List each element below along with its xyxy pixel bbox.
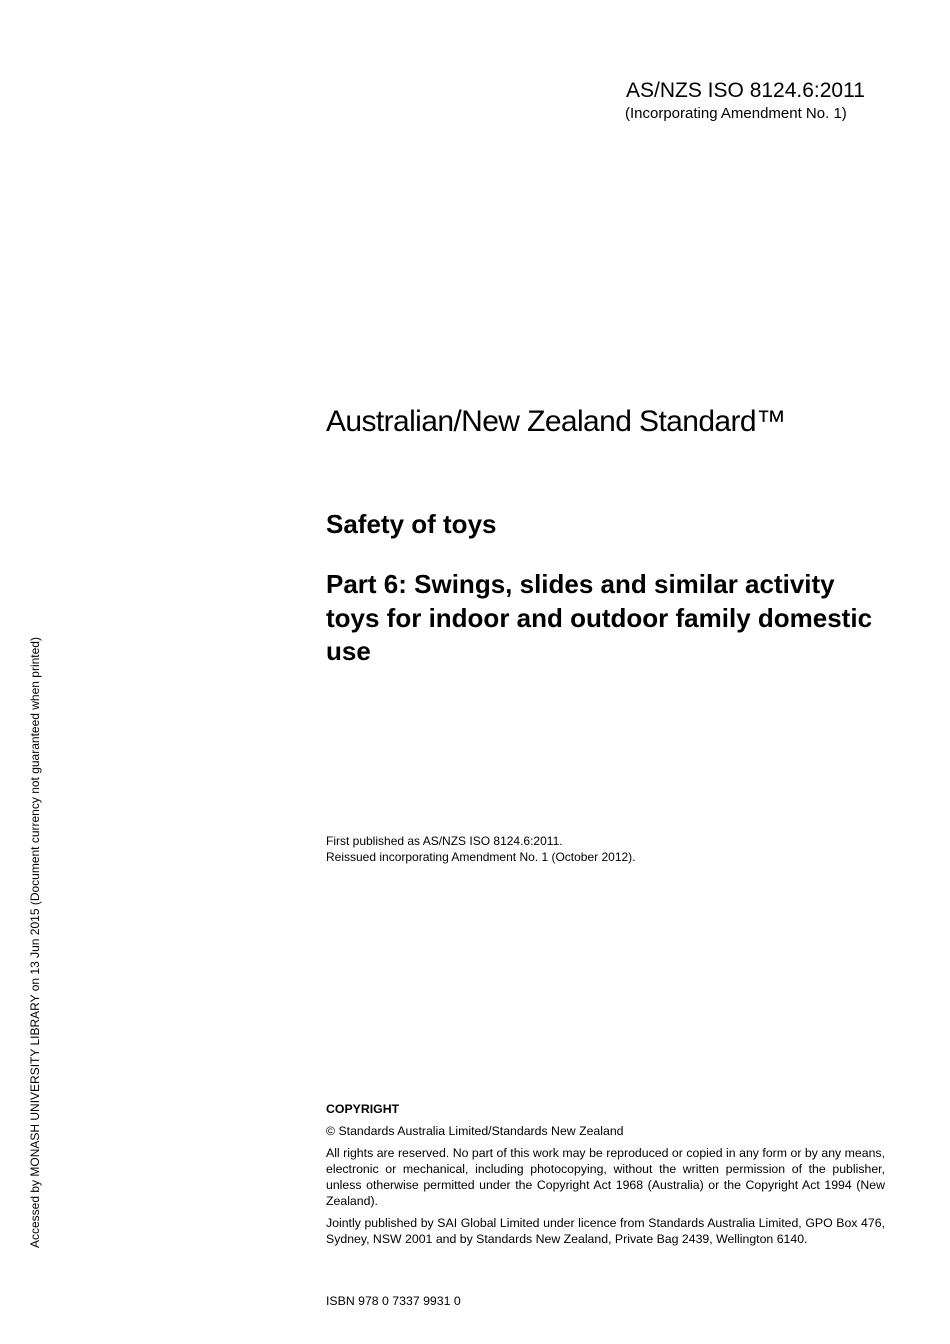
first-published-note: First published as AS/NZS ISO 8124.6:2011. (326, 834, 563, 848)
publication-history (326, 833, 636, 865)
standard-heading: Australian/New Zealand Standard™ (326, 405, 786, 438)
access-side-note: Accessed by MONASH UNIVERSITY LIBRARY on 13 Jun 2015 (Document currency not guaranteed when printed) (28, 637, 42, 1248)
document-title: Safety of toys (326, 509, 497, 539)
amendment-note: (Incorporating Amendment No. 1) (625, 105, 847, 122)
isbn: ISBN 978 0 7337 9931 0 (326, 1294, 461, 1308)
copyright-rights: All rights are reserved. No part of this work may be reproduced or copied in any form or by any means, electronic or mechanical, including photocopying, without the written permission of the publisher, unless otherwise permitted under the Copyright Act 1968 (Australia) or the Copyright Act 1994 (New Zealand). (326, 1146, 885, 1208)
copyright-publisher: Jointly published by SAI Global Limited under licence from Standards Australia Limited, GPO Box 476, Sydney, NSW 2001 and by Standards New Zealand, Private Bag 2439, Wellington 6140. (326, 1216, 885, 1246)
part-title: Part 6: Swings, slides and similar activity toys for indoor and outdoor family domestic use (326, 569, 873, 666)
copyright-holder: © Standards Australia Limited/Standards New Zealand (326, 1124, 624, 1138)
copyright-block (326, 1101, 885, 1253)
reissued-note: Reissued incorporating Amendment No. 1 (October 2012). (326, 850, 636, 864)
copyright-heading: COPYRIGHT (326, 1102, 400, 1116)
standard-number: AS/NZS ISO 8124.6:2011 (626, 79, 865, 102)
